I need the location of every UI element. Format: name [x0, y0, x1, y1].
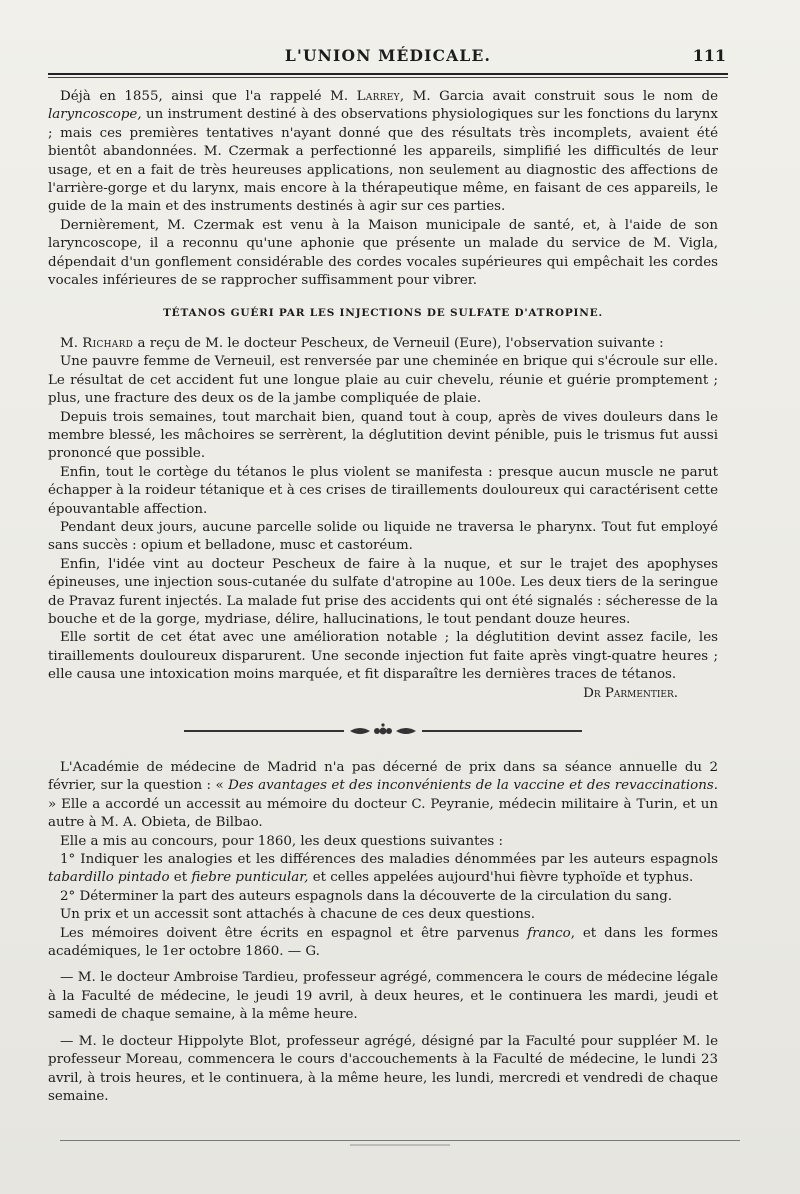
section-title: TÉTANOS GUÉRI PAR LES INJECTIONS DE SULFATE D'ATROPINE. [163, 307, 603, 320]
paragraph-recovery: Elle sortit de cet état avec une amélioration notable ; la déglutition devint assez facile, les tiraillements douloureux disparurent. Une seconde injection fut faite après vingt-quatre heures ; elle causa une intoxication moins marquée, et fit disparaître les dernières traces de tétanos. [48, 630, 718, 683]
header-rule [48, 73, 728, 78]
paragraph-blot-course: — M. le docteur Hippolyte Blot, professeur agrégé, désigné par la Faculté pour suppléer M. le professeur Moreau, commencera le cours d'accouchements à la Faculté de médecine, le lundi 23 avril, à trois heures, et le continuera, à la même heure, les lundi, mercredi et vendredi de chaque semaine. [48, 1033, 718, 1104]
paragraph-tardieu-course: — M. le docteur Ambroise Tardieu, professeur agrégé, commencera le cours de médecine légale à la Faculté de médecine, le jeudi 19 avril, à deux heures, et le continuera les mardi, jeudi et samedi de chaque semaine, à la même heure. [48, 970, 718, 1023]
page-number: 111 [692, 46, 726, 65]
paragraph-madrid-academy: L'Académie de médecine de Madrid n'a pas décerné de prix dans sa séance annuelle du 2 février, sur la question : « Des avantages et des inconvénients de la vaccine et des revaccinations. » Elle a accordé un accessit au mémoire du docteur C. Peyranie, médecin militaire à Turin, et un autre à M. A. Obieta, de Bilbao. [48, 760, 718, 831]
paragraph-contest-1860: Elle a mis au concours, pour 1860, les deux questions suivantes : [60, 833, 504, 849]
paragraph-question-2: 2° Déterminer la part des auteurs espagnols dans la découverte de la circulation du sang. [60, 888, 673, 904]
question-title: Des avantages et des inconvénients de la vaccine et des revaccinations. [228, 778, 718, 794]
paragraph-richard-intro: M. Richard a reçu de M. le docteur Pescheux, de Verneuil (Eure), l'observation suivante : [60, 335, 664, 351]
paragraph-submission-rules: Les mémoires doivent être écrits en espagnol et être parvenus franco, et dans les formes académiques, le 1er octobre 1860. — G. [48, 925, 718, 960]
bleed-through-footer [0, 1140, 800, 1164]
paragraph-two-days: Pendant deux jours, aucune parcelle solide ou liquide ne traversa le pharynx. Tout fut employé sans succès : opium et belladone, musc et castoréum. [48, 519, 718, 554]
author-signature: Dr Parmentier. [583, 685, 678, 701]
paragraph-prizes: Un prix et un accessit sont attachés à chacune de ces deux questions. [60, 907, 535, 923]
paragraph-trismus: Depuis trois semaines, tout marchait bien, quand tout à coup, après de vives douleurs dans le membre blessé, les mâchoires se serrèrent, la déglutition devint pénible, puis le trismus fut aussi prononcé que possible. [48, 409, 718, 462]
term-laryngoscope: laryncoscope, [48, 107, 142, 123]
page-header [48, 44, 728, 70]
name-richard: Richard [82, 335, 134, 351]
paragraph-injection: Enfin, l'idée vint au docteur Pescheux de faire à la nuque, et sur le trajet des apophyses épineuses, une injection sous-cutanée du sulfate d'atropine au 100e. Les deux tiers de la seringue de Pravaz furent injectés. La malade fut prise des accidents qui ont été signalés : sécheresse de la bouche et de la gorge, mydriase, délire, hallucinations, le tout pendant douze heures. [48, 556, 718, 627]
fleuron-icon [348, 723, 418, 739]
paragraph-tetanus: Enfin, tout le cortège du tétanos le plus violent se manifesta : presque aucun muscle ne parut échapper à la roideur tétanique et à ces crises de tiraillements douloureux qui caractérisent cette épouvantable affection. [48, 464, 718, 517]
running-title: L'UNION MÉDICALE. [284, 46, 492, 65]
paragraph-laryngoscope-history: Déjà en 1855, ainsi que l'a rappelé M. Larrey, M. Garcia avait construit sous le nom de laryncoscope, un instrument destiné à des observations physiologiques sur les fonctions du larynx ; mais ces premières tentatives n'ayant donné que des résultats très incomplets, avaient été bientôt abandonnées. M. Czermak a perfectionné les appareils, simplifié les difficultés de leur usage, et en a fait de très heureuses applications, non seulement au diagnostic des affections de l'arrière-gorge et du larynx, mais encore à la thérapeutique même, en faisant de ces appareils, le guide de la main et des instruments destinés à agir sur ces parties. [48, 89, 718, 215]
paragraph-accident: Une pauvre femme de Verneuil, est renversée par une cheminée en brique qui s'écroule sur elle. Le résultat de cet accident fut une longue plaie au cuir chevelu, réunie et guérie promptement ; plus, une fracture des deux os de la jambe compliquée de plaie. [48, 354, 718, 407]
term-fiebre: fiebre punticular, [191, 870, 309, 886]
paragraph-question-1: 1° Indiquer les analogies et les différences des maladies dénommées par les auteurs espagnols tabardillo pintado et fiebre punticular, et celles appelées aujourd'hui fièvre typhoïde et typhus. [48, 852, 718, 886]
section-divider-ornament [48, 723, 718, 739]
name-larrey: Larrey [356, 89, 400, 104]
article-body [48, 88, 718, 1106]
term-franco: franco [527, 925, 571, 941]
term-tabardillo: tabardillo pintado [48, 870, 170, 886]
paragraph-czermak-visit: Dernièrement, M. Czermak est venu à la Maison municipale de santé, et, à l'aide de son laryncoscope, il a reconnu qu'une aphonie que présente un malade du service de M. Vigla, dépendait d'un gonflement considérable des cordes vocales supérieures qui empêchait les cordes vocales inférieures de se rapprocher suffisamment pour vibrer. [48, 217, 718, 289]
